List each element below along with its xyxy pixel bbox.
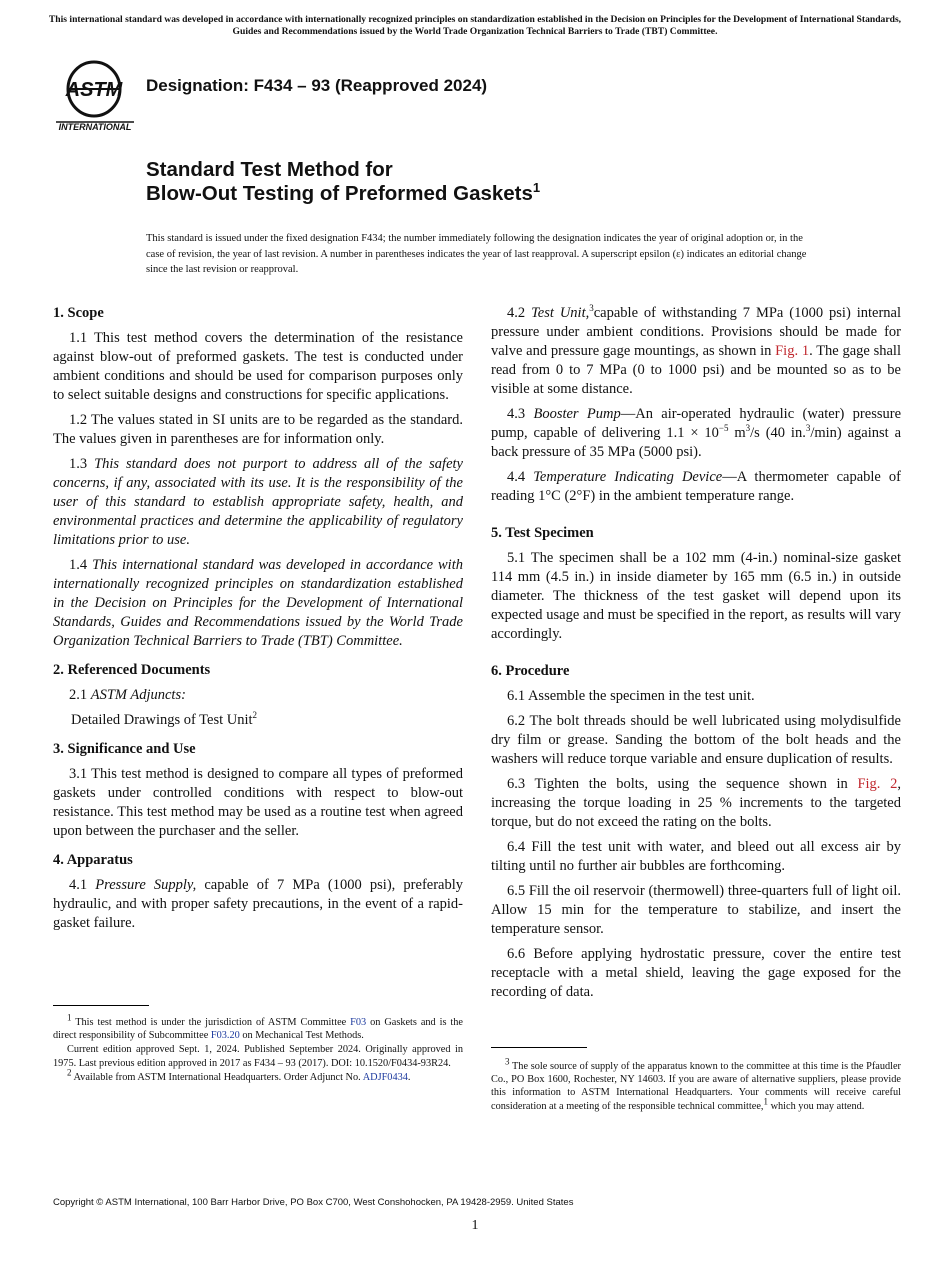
section-heading-scope: 1. Scope: [53, 305, 104, 321]
paragraph-text: 6.3 Tighten the bolts, using the sequence shown in: [507, 776, 858, 792]
paragraph-4-2: [491, 304, 901, 399]
paragraph-text: —An air-operated hydraulic (water) pressure pump, capable of delivering 1.1 × 10: [491, 406, 902, 441]
paragraph-1-2: 1.2 The values stated in SI units are to be regarded as the standard. The values given in parentheses are for information only.: [53, 412, 463, 447]
footnote-divider: [491, 1047, 587, 1048]
paragraph-1-3: [53, 455, 463, 550]
footnote-text: .: [407, 1071, 411, 1083]
paragraph-6-4: 6.4 Fill the test unit with water, and bleed out all excess air by tilting until no further air bubbles are forthcoming.: [491, 839, 901, 874]
exponent: 3: [805, 423, 811, 434]
footnote-text: This test method is under the jurisdiction of ASTM Committee: [71, 1017, 351, 1028]
paragraph-number: 4.3: [507, 406, 534, 422]
footnote-ref[interactable]: 2: [252, 710, 258, 721]
title-line-2: Blow-Out Testing of Preformed Gaskets: [146, 182, 533, 205]
page-title: [146, 158, 540, 206]
footnote-ref[interactable]: 1: [763, 1096, 768, 1107]
paragraph-text: This international standard was developed in accordance with internationally recognized principles on standardization established in the Decision on Principles for the Development of International Standards, Guides and Recommendations issued by the World Trade Organization Technical Barriers to Trade (TBT) Committee.: [53, 557, 463, 649]
footnote-ref[interactable]: 3: [589, 303, 594, 314]
paragraph-number: 4.2: [507, 305, 532, 321]
paragraph-number: 4.4: [507, 469, 534, 485]
section-heading-test-specimen: 5. Test Specimen: [491, 525, 594, 541]
left-column: [53, 304, 463, 939]
paragraph-text: , increasing the torque loading in 25 % increments to the targeted torque, but do not exceed the rating on the bolts.: [491, 776, 901, 830]
subcommittee-link-f03-20[interactable]: F03.20: [210, 1030, 240, 1042]
footnote-mark: 2: [67, 1067, 72, 1078]
footnote-3: [491, 1056, 901, 1113]
paragraph-number: 1.3: [69, 456, 95, 472]
exponent: 3: [745, 423, 751, 434]
paragraph-term: Temperature Indicating Device: [533, 469, 723, 485]
paragraph-term: Pressure Supply,: [95, 877, 197, 893]
paragraph-text: capable of 7 MPa (1000 psi), preferably hydraulic, and with proper safety precautions, in the event of a rapid-gasket failure.: [53, 877, 464, 931]
title-footnote-mark[interactable]: 1: [532, 180, 541, 196]
section-heading-significance: 3. Significance and Use: [53, 741, 196, 757]
right-column: [491, 304, 901, 1008]
paragraph-4-4: [491, 468, 901, 506]
paragraph-6-1: 6.1 Assemble the specimen in the test unit.: [507, 688, 755, 704]
fig-1-link[interactable]: Fig. 1: [775, 343, 810, 359]
footnote-mark: 3: [505, 1056, 510, 1067]
footnote-text: on Gaskets and is the direct responsibility of Subcommittee: [53, 1017, 463, 1042]
preamble: This standard is issued under the fixed designation F434; the number immediately following the designation indicates the year of original adoption or, in the case of revision, the year of last revision. A number in parentheses indicates the year of last reapproval. A superscript epsilon (ε) indicates an editorial change since the last revision or reapproval.: [146, 233, 807, 275]
footnote-text: on Mechanical Test Methods.: [239, 1030, 364, 1042]
footnote-1: [53, 1012, 463, 1042]
paragraph-4-3: [491, 405, 901, 462]
header-notice: This international standard was developed in accordance with internationally recognized principles on standardization established in the Decision on Principles for the Development of International Standards, Guides and Recommendations issued by the World Trade Organization Technical Barriers to Trade (TBT) Committee.: [48, 14, 902, 37]
designation: Designation: F434 – 93 (Reapproved 2024): [146, 76, 488, 95]
referenced-document-title: Detailed Drawings of Test Unit: [71, 712, 253, 728]
paragraph-6-6: 6.6 Before applying hydrostatic pressure, cover the entire test receptacle with a metal shield, leaving the gage exposed for the recording of data.: [491, 946, 901, 1000]
page-number: 1: [471, 1218, 479, 1233]
paragraph-number: 2.1: [69, 687, 91, 703]
paragraph-6-2: 6.2 The bolt threads should be well lubricated using molydisulfide dry film or grease. Sanding the bottom of the bolt heads and the washers will reduce torque variable and ensure duplication of results.: [491, 713, 901, 767]
footnote-text: Available from ASTM International Headquarters. Order Adjunct No.: [71, 1071, 363, 1083]
paragraph-1-1: 1.1 This test method covers the determination of the resistance against blow-out of preformed gaskets. The test is conducted under ambient conditions and should be used for comparison purposes only to select suitable designs and constructions for specific applications.: [53, 330, 463, 403]
section-heading-apparatus: 4. Apparatus: [53, 852, 133, 868]
paragraph-text: /s (40 in.: [750, 425, 806, 441]
footnotes-right: [491, 1056, 901, 1114]
footnote-text: The sole source of supply of the apparatus known to the committee at this time is the Pfaudler Co., PO Box 1600, Rochester, NY 14603. If you are aware of alternative suppliers, please provide this information to ASTM International Headquarters. Your comments will receive careful consideration at a meeting of the responsible technical committee,: [491, 1061, 901, 1112]
logo-international: INTERNATIONAL: [58, 122, 132, 132]
paragraph-text: . The gage shall read from 0 to 7 MPa (0 to 1000 psi) and be mounted so as to be visible at some distance.: [491, 343, 901, 397]
paragraph-1-4: [53, 556, 463, 651]
footnote-2: [53, 1067, 463, 1084]
paragraph-3-1: 3.1 This test method is designed to compare all types of preformed gaskets under controlled conditions with respect to blow-out resistance. This test method may be used as a routine test when agreed upon between the purchaser and the seller.: [53, 766, 463, 839]
footnote-text: which you may attend.: [768, 1100, 865, 1112]
paragraph-number: 1.4: [69, 557, 93, 573]
paragraph-4-1: [53, 876, 463, 933]
exponent: −5: [718, 423, 729, 434]
section-heading-referenced-documents: 2. Referenced Documents: [53, 662, 211, 678]
paragraph-term: Booster Pump: [533, 406, 621, 422]
title-line-1: Standard Test Method for: [146, 158, 393, 181]
paragraph-6-5: 6.5 Fill the oil reservoir (thermowell) three-quarters full of light oil. Allow 15 min for the temperature to stabilize, and insert the temperature sensor.: [491, 883, 901, 937]
copyright-footer: Copyright © ASTM International, 100 Barr Harbor Drive, PO Box C700, West Conshohocken, PA 19428-2959. United States: [53, 1197, 574, 1208]
paragraph-text: —A thermometer capable of reading 1°C (2°F) in the ambient temperature range.: [491, 469, 901, 504]
paragraph-number: 4.1: [69, 877, 96, 893]
footnote-divider: [53, 1005, 149, 1006]
astm-logo-icon: [54, 60, 138, 132]
paragraph-text: capable of withstanding 7 MPa (1000 psi) internal pressure under ambient conditions. Provisions should be made for valve and pressure gage mountings, as shown in: [491, 305, 901, 359]
paragraph-term: Test Unit,: [531, 305, 590, 321]
paragraph-2-1: [53, 686, 463, 705]
logo-letters: ASTM: [65, 79, 123, 101]
adjunct-link[interactable]: ADJF0434: [362, 1071, 408, 1083]
footnotes-left: [53, 1012, 463, 1085]
footnote-1-edition: Current edition approved Sept. 1, 2024. Published September 2024. Originally approved in 1975. Last previous edition approved in 2017 as F434 – 93 (2017). DOI: 10.1520/F0434-93R24.: [53, 1044, 463, 1069]
paragraph-5-1: 5.1 The specimen shall be a 102 mm (4-in.) nominal-size gasket 114 mm (4.5 in.) in inside diameter by 165 mm (6.5 in.) in outside diameter. The thickness of the test gasket will depend upon its expected usage and must be specified in the report, as results will vary accordingly.: [491, 550, 901, 642]
paragraph-6-3: [491, 775, 901, 832]
footnote-mark: 1: [67, 1012, 72, 1023]
fig-2-link[interactable]: Fig. 2: [857, 776, 898, 792]
paragraph-text: m: [728, 425, 746, 441]
section-heading-procedure: 6. Procedure: [491, 663, 570, 679]
paragraph-text: This standard does not purport to address all of the safety concerns, if any, associated with its use. It is the responsibility of the user of this standard to establish appropriate safety, health, and environmental practices and determine the applicability of regulatory limitations prior to use.: [53, 456, 463, 548]
committee-link-f03[interactable]: F03: [350, 1017, 367, 1028]
paragraph-text: ASTM Adjuncts:: [90, 687, 186, 703]
referenced-document-item: [53, 711, 463, 730]
paragraph-text: /min) against a back pressure of 35 MPa (5000 psi).: [491, 425, 902, 460]
